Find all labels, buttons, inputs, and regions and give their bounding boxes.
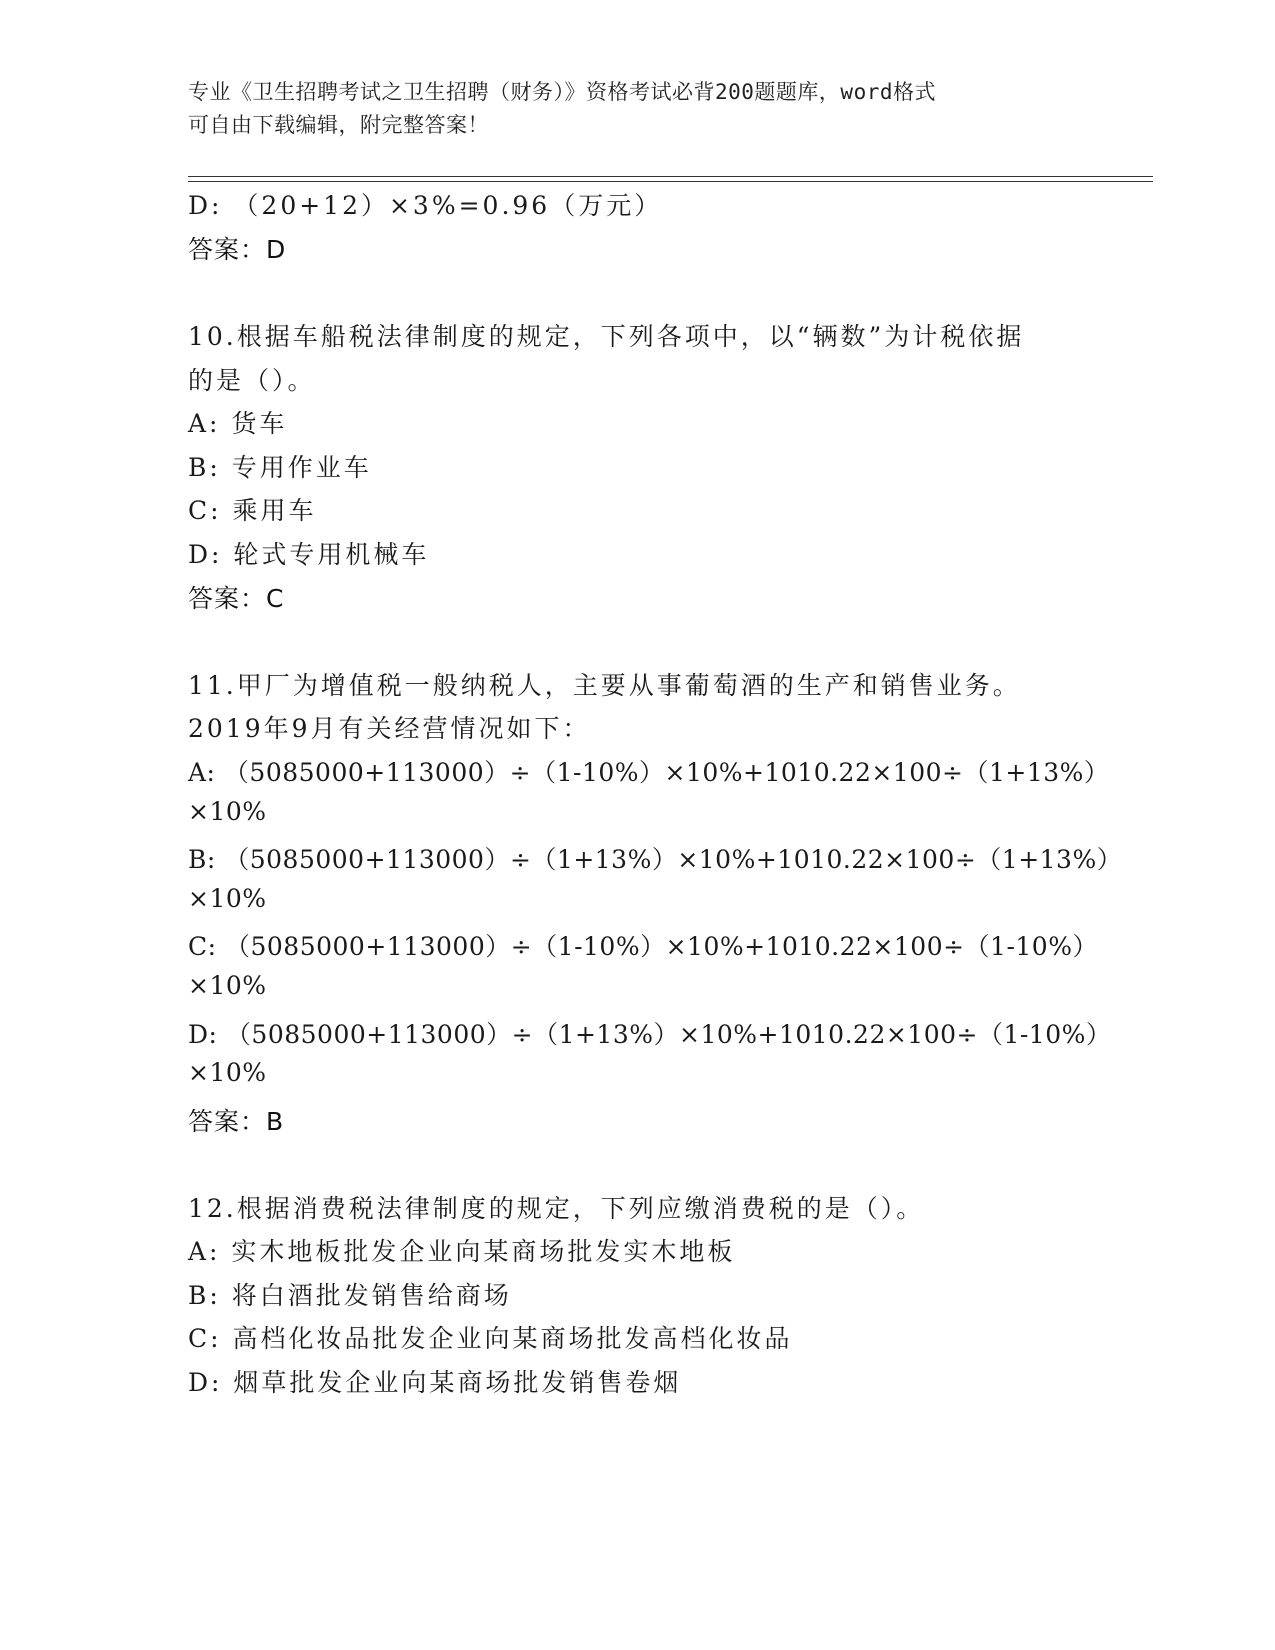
q10-answer: 答案：C xyxy=(188,584,285,613)
q10-stem-line-2: 的是（）。 xyxy=(188,366,316,395)
q11-option-b-line-1: B: （5085000+113000）÷（1+13%）×10%+1010.22×100÷（1+13%） xyxy=(188,845,1123,874)
q12-option-b: B: 将白酒批发销售给商场 xyxy=(188,1281,512,1310)
q10-option-c: C: 乘用车 xyxy=(188,496,317,525)
q9-option-d: D: （20+12）×3%=0.96（万元） xyxy=(188,191,663,220)
q9-answer: 答案：D xyxy=(188,235,287,264)
q11-option-d-line-1: D: （5085000+113000）÷（1+13%）×10%+1010.22×100÷（1-10%） xyxy=(188,1020,1112,1049)
q11-option-c-line-1: C: （5085000+113000）÷（1-10%）×10%+1010.22×100÷（1-10%） xyxy=(188,932,1098,961)
q12-option-d: D: 烟草批发企业向某商场批发销售卷烟 xyxy=(188,1368,682,1397)
q11-stem-line-2: 2019年9月有关经营情况如下： xyxy=(188,714,591,743)
q10-option-d: D: 轮式专用机械车 xyxy=(188,540,430,569)
q12-option-c: C: 高档化妆品批发企业向某商场批发高档化妆品 xyxy=(188,1324,793,1353)
header-line-2: 可自由下载编辑，附完整答案！ xyxy=(188,113,489,137)
q12-stem-line-1: 12.根据消费税法律制度的规定，下列应缴消费税的是（）。 xyxy=(188,1194,925,1223)
q11-option-a-line-2: ×10% xyxy=(188,797,267,826)
q11-option-a-line-1: A: （5085000+113000）÷（1-10%）×10%+1010.22×100÷（1+13%） xyxy=(188,758,1110,787)
q11-option-c-line-2: ×10% xyxy=(188,971,267,1000)
header-divider-top xyxy=(188,176,1153,177)
q11-stem-line-1: 11.甲厂为增值税一般纳税人，主要从事葡萄酒的生产和销售业务。 xyxy=(188,671,1021,700)
q10-option-b: B: 专用作业车 xyxy=(188,453,372,482)
header-line-1: 专业《卫生招聘考试之卫生招聘（财务）》资格考试必背200题题库，word格式 xyxy=(188,80,936,104)
q11-option-b-line-2: ×10% xyxy=(188,884,267,913)
document-header xyxy=(188,76,1068,142)
q11-answer: 答案：B xyxy=(188,1107,285,1136)
header-divider-bottom xyxy=(188,181,1153,182)
q11-option-d-line-2: ×10% xyxy=(188,1058,267,1087)
q10-option-a: A: 货车 xyxy=(188,409,288,438)
q10-stem-line-1: 10.根据车船税法律制度的规定，下列各项中，以“辆数”为计税依据 xyxy=(188,322,1025,351)
q12-option-a: A: 实木地板批发企业向某商场批发实木地板 xyxy=(188,1237,736,1266)
